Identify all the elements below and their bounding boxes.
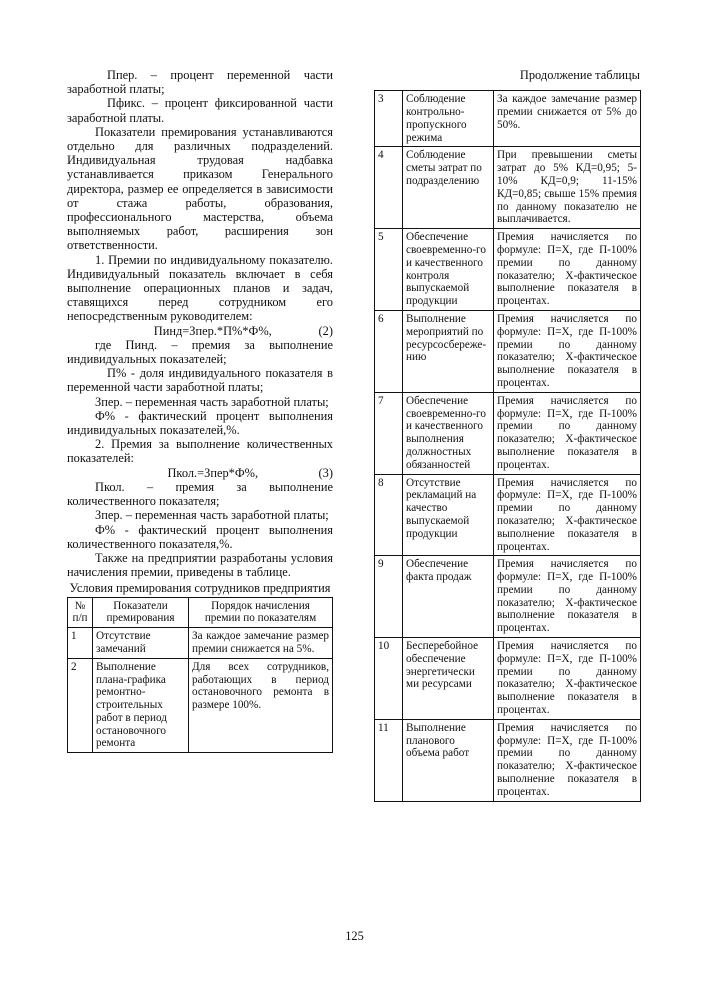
paragraph: Ф% - фактический процент выполнения индивидуальных показателей,%. [67,408,333,438]
row-rule: Премия начисляется по формуле: П=Х, где П-100% премии по данному показателю; Х-фактическое выполнение показателя в процентах. [494,310,641,392]
paragraph: Также на предприятии разработаны условия начисления премии, приведены в таблице. [67,550,333,580]
table-header-row [68,597,333,628]
header-procedure: Порядок начисления премии по показателям [189,597,333,628]
header-indicators: Показатели премирования [93,597,189,628]
table-row [375,91,641,147]
row-rule: Премия начисляется по формуле: П=Х, где П-100% премии по данному показателю; Х-фактическое выполнение показателя в процентах. [494,719,641,801]
row-indicator: Обеспечение факта продаж [403,556,494,638]
row-indicator: Выполнение планового объема работ [403,719,494,801]
row-number: 6 [375,310,403,392]
paragraph: Ппер. – процент переменной части заработной платы; [67,68,333,97]
row-number: 11 [375,719,403,801]
paragraph: 2. Премия за выполнение количественных показателей: [67,437,333,466]
bonus-conditions-table-continued [374,90,641,801]
formula-number: (3) [318,465,333,480]
table-row [375,556,641,638]
left-column [67,68,333,753]
formula-3 [67,466,333,480]
paragraph: Показатели премирования устанавливаются отдельно для различных подразделений. Индивидуальная трудовая надбавка устанавливается приказом Генерального директора, размер ее определяется в зависимости от стажа работы, образования, профессионального мастерства, объема выполняемых работ, расширения зон ответственности. [67,124,333,253]
paragraph: 1. Премии по индивидуальному показателю. Индивидуальный показатель включает в себя выполнение операционных планов и задач, ставящихся перед сотрудником его непосредственным руководителем: [67,252,333,324]
row-rule: Премия начисляется по формуле: П=Х, где П-100% премии по данному показателю; Х-фактическое выполнение показателя в процентах. [494,392,641,474]
row-rule: За каждое замечание размер премии снижается на 5%. [189,628,333,659]
row-rule: Премия начисляется по формуле: П=Х, где П-100% премии по данному показателю; Х-фактическое выполнение показателя в процентах. [494,474,641,556]
row-number: 2 [68,658,93,753]
paragraph: Ф% - фактический процент выполнения количественного показателя,%. [67,522,333,551]
continuation-label: Продолжение таблицы [519,68,640,82]
row-rule: Премия начисляется по формуле: П=Х, где П-100% премии по данному показателю; Х-фактическое выполнение показателя в процентах. [494,638,641,720]
row-indicator: Соблюдение контрольно-пропускного режима [403,91,494,147]
row-number: 7 [375,392,403,474]
right-column [374,68,641,802]
header-number: № п/п [68,597,93,628]
row-rule: При превышении сметы затрат до 5% КД=0,95; 5-10% КД=0,9; 11-15% КД=0,85; свыше 15% премия по данному показателю не выплачивается. [494,147,641,229]
row-rule: Премия начисляется по формуле: П=Х, где П-100% премии по данному показателю; Х-фактическое выполнение показателя в процентах. [494,229,641,311]
paragraph: Пфикс. – процент фиксированной части заработной платы. [67,96,333,125]
paragraph: где Пинд. – премия за выполнение индивидуальных показателей; [67,337,333,367]
row-number: 8 [375,474,403,556]
table-row [375,229,641,311]
table-row [375,310,641,392]
page-number: 125 [345,929,364,943]
row-indicator: Отсутствие замечаний [93,628,189,659]
row-indicator: Бесперебойное обеспечение энергетически ми ресурсами [403,638,494,720]
row-indicator: Обеспечение своевременно-го и качественного выполнения должностных обязанностей [403,392,494,474]
table-row [375,719,641,801]
row-indicator: Выполнение мероприятий по ресурсосбереже-нию [403,310,494,392]
formula-text: Пинд=Зпер.*П%*Ф%, [153,323,272,338]
row-indicator: Отсутствие рекламаций на качество выпускаемой продукции [403,474,494,556]
formula-2 [67,324,333,338]
bonus-conditions-table [67,597,333,754]
paragraph: Зпер. – переменная часть заработной платы; [95,508,329,523]
row-number: 9 [375,556,403,638]
paragraph: Пкол. – премия за выполнение количественного показателя; [67,479,333,509]
paragraph: Зпер. – переменная часть заработной платы; [95,394,329,409]
row-number: 10 [375,638,403,720]
row-number: 4 [375,147,403,229]
table-row [68,628,333,659]
formula-text: Пкол.=Зпер*Ф%, [167,465,259,480]
paragraph: П% - доля индивидуального показателя в переменной части заработной платы; [67,366,333,395]
row-number: 1 [68,628,93,659]
table-row [375,474,641,556]
table-row [375,638,641,720]
row-indicator: Соблюдение сметы затрат по подразделению [403,147,494,229]
table-row [68,658,333,753]
table-row [375,392,641,474]
table-row [375,147,641,229]
row-rule: Для всех сотрудников, работающих в период остановочного ремонта в размере 100%. [189,658,333,753]
row-number: 3 [375,91,403,147]
table-title: Условия премирования сотрудников предприятия [69,581,331,596]
row-indicator: Обеспечение своевременно-го и качественного контроля выпускаемой продукции [403,229,494,311]
row-indicator: Выполнение плана-графика ремонтно-строительных работ в период остановочного ремонта [93,658,189,753]
formula-number: (2) [318,323,333,338]
row-rule: Премия начисляется по формуле: П=Х, где П-100% премии по данному показателю; Х-фактическое выполнение показателя в процентах. [494,556,641,638]
row-rule: За каждое замечание размер премии снижается от 5% до 50%. [494,91,641,147]
row-number: 5 [375,229,403,311]
